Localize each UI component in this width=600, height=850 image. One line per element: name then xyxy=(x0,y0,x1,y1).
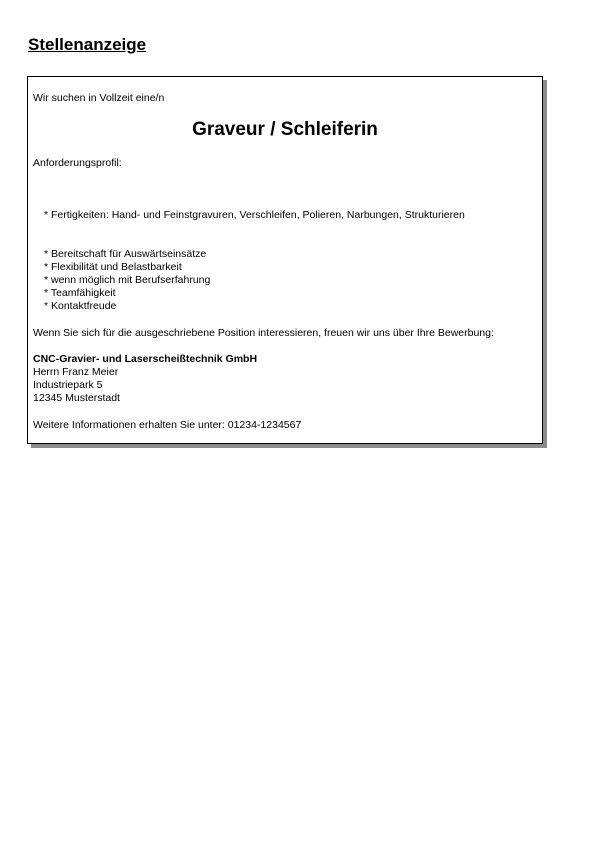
requirement-item: * Teamfähigkeit xyxy=(44,287,116,299)
job-title: Graveur / Schleiferin xyxy=(192,119,378,140)
contact-city: 12345 Musterstadt xyxy=(33,392,120,404)
company-name: CNC-Gravier- und Laserscheißtechnik GmbH xyxy=(33,353,258,365)
intro-text: Wir suchen in Vollzeit eine/n xyxy=(33,92,165,104)
requirement-item: * Kontaktfreude xyxy=(44,300,117,312)
application-text: Wenn Sie sich für die ausgeschriebene Position interessieren, freuen wir uns über Ihre Bewerbung: xyxy=(33,327,494,339)
profile-label: Anforderungsprofil: xyxy=(33,157,122,169)
more-info-text: Weitere Informationen erhalten Sie unter: 01234-1234567 xyxy=(33,419,302,431)
contact-street: Industriepark 5 xyxy=(33,379,103,391)
skills-item: * Fertigkeiten: Hand- und Feinstgravuren, Verschleifen, Polieren, Narbungen, Strukturieren xyxy=(44,209,465,221)
requirement-item: * wenn möglich mit Berufserfahrung xyxy=(44,274,211,286)
contact-person: Herrn Franz Meier xyxy=(33,366,119,378)
requirement-item: * Bereitschaft für Auswärtseinsätze xyxy=(44,248,207,260)
job-ad-box xyxy=(27,76,543,444)
requirement-item: * Flexibilität und Belastbarkeit xyxy=(44,261,182,273)
page-title: Stellenanzeige xyxy=(28,35,147,54)
